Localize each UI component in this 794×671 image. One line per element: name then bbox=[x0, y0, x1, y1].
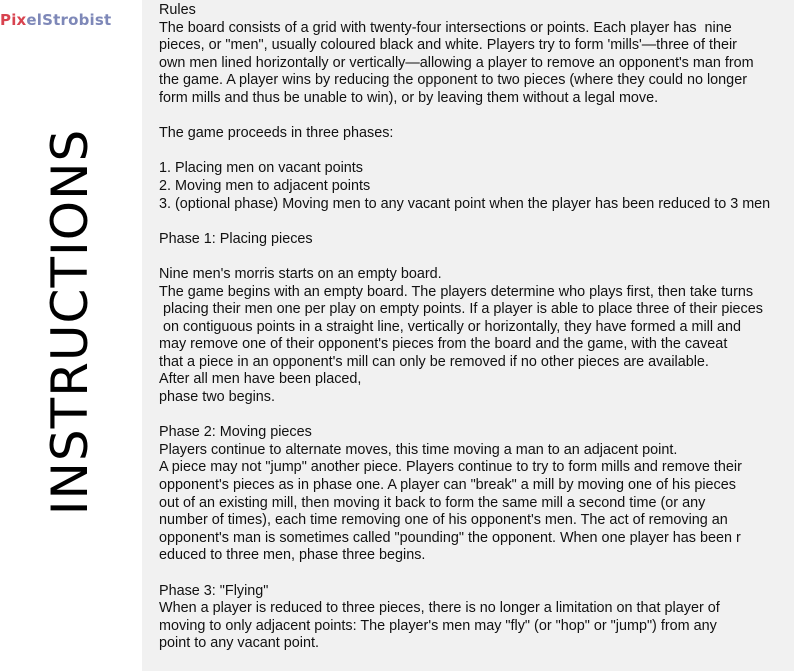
rules-line: The game begins with an empty board. The players determine who plays first, then take turns bbox=[159, 283, 754, 300]
rules-line: moving to only adjacent points: The player's men may "fly" (or "hop" or "jump") from any bbox=[159, 617, 717, 634]
rules-line: opponent's pieces as in phase one. A player can "break" a mill by moving one of his pieces bbox=[159, 477, 736, 494]
rules-line: 2. Moving men to adjacent points bbox=[159, 177, 371, 194]
rules-line: The board consists of a grid with twenty-four intersections or points. Each player has nine bbox=[159, 19, 732, 36]
instructions-title: INSTRUCTIONS bbox=[41, 128, 99, 516]
rules-panel bbox=[142, 0, 794, 671]
rules-line: 1. Placing men on vacant points bbox=[159, 160, 363, 177]
rules-line: placing their men one per play on empty points. If a player is able to place three of their pieces bbox=[159, 301, 763, 318]
blank-line bbox=[159, 108, 794, 126]
rules-line: point to any vacant point. bbox=[159, 635, 320, 652]
rules-line: may remove one of their opponent's pieces from the board and the game, with the caveat bbox=[159, 336, 728, 353]
watermark-logo bbox=[0, 11, 111, 29]
blank-line bbox=[159, 143, 794, 161]
rules-line: The game proceeds in three phases: bbox=[159, 125, 394, 142]
rules-line: pieces, or "men", usually coloured black and white. Players try to form 'mills'—three of their bbox=[159, 37, 737, 54]
logo-part-2: elStrobist bbox=[26, 11, 112, 29]
rules-line: that a piece in an opponent's mill can only be removed if no other pieces are available. bbox=[159, 353, 709, 370]
rules-line: educed to three men, phase three begins. bbox=[159, 547, 426, 564]
rules-line: the game. A player wins by reducing the opponent to two pieces (where they could no longer bbox=[159, 72, 747, 89]
rules-line: Phase 2: Moving pieces bbox=[159, 424, 312, 441]
blank-line bbox=[159, 565, 794, 583]
rules-line: out of an existing mill, then moving it back to form the same mill a second time (or any bbox=[159, 494, 706, 511]
blank-line bbox=[159, 248, 794, 266]
blank-line bbox=[159, 407, 794, 425]
rules-line: Rules bbox=[159, 2, 196, 18]
rules-line: 3. (optional phase) Moving men to any vacant point when the player has been reduced to 3 men bbox=[159, 195, 771, 212]
sidebar bbox=[0, 0, 142, 671]
rules-line: Phase 3: "Flying" bbox=[159, 582, 269, 599]
blank-line bbox=[159, 213, 794, 231]
logo-part-1: Pix bbox=[0, 11, 27, 29]
rules-line: When a player is reduced to three pieces, there is no longer a limitation on that player of bbox=[159, 600, 720, 617]
rules-line: phase two begins. bbox=[159, 389, 276, 406]
rules-line: number of times), each time removing one of his opponent's men. The act of removing an bbox=[159, 512, 728, 529]
rules-line: Nine men's morris starts on an empty board. bbox=[159, 265, 442, 282]
rules-line: own men lined horizontally or vertically—allowing a player to remove an opponent's man from bbox=[159, 54, 754, 71]
rules-line: opponent's man is sometimes called "pounding" the opponent. When one player has been r bbox=[159, 529, 741, 546]
rules-line: After all men have been placed, bbox=[159, 371, 362, 388]
rules-line: form mills and thus be unable to win), or by leaving them without a legal move. bbox=[159, 89, 659, 106]
rules-line: Phase 1: Placing pieces bbox=[159, 230, 313, 247]
rules-line: on contiguous points in a straight line, vertically or horizontally, they have formed a mill and bbox=[159, 318, 742, 335]
rules-line: A piece may not "jump" another piece. Players continue to try to form mills and remove their bbox=[159, 459, 742, 476]
rules-line: Players continue to alternate moves, this time moving a man to an adjacent point. bbox=[159, 441, 678, 458]
